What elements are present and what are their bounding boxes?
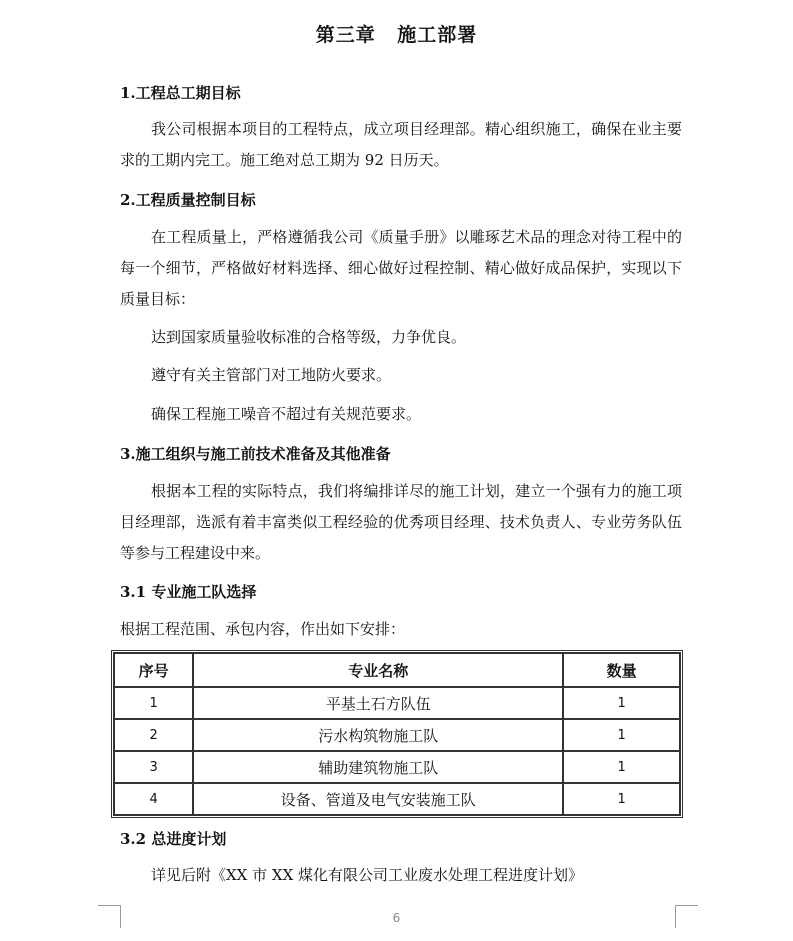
section-paragraph-3: 根据本工程的实际特点，我们将编排详尽的施工计划，建立一个强有力的施工项目经理部，选派有着丰富类似工程经验的优秀项目经理、技术负责人、专业劳务队伍等参与工程建设中来。 (120, 482, 682, 562)
cell-name: 设备、管道及电气安装施工队 (193, 783, 563, 815)
cell-index: 3 (114, 751, 193, 783)
column-header-index: 序号 (114, 653, 193, 687)
section-paragraph-1: 我公司根据本项目的工程特点，成立项目经理部。精心组织施工，确保在业主要求的工期内完工。施工绝对总工期为 92 日历天。 (120, 120, 682, 169)
cell-name: 污水构筑物施工队 (193, 719, 563, 751)
cell-quantity: 1 (563, 687, 680, 719)
cell-index: 2 (114, 719, 193, 751)
cell-index: 1 (114, 687, 193, 719)
chapter-title: 第三章 施工部署 (315, 24, 478, 46)
section-paragraph-3-2: 详见后附《XX 市 XX 煤化有限公司工业废水处理工程进度计划》 (151, 866, 584, 884)
section-heading-3-1: 3.1 专业施工队选择 (120, 583, 257, 601)
quality-goal-item: 达到国家质量验收标准的合格等级，力争优良。 (151, 328, 467, 346)
cell-index: 4 (114, 783, 193, 815)
team-table (111, 650, 683, 818)
cell-quantity: 1 (563, 783, 680, 815)
quality-goal-item: 确保工程施工噪音不超过有关规范要求。 (151, 405, 422, 423)
table-row (114, 687, 680, 719)
column-header-name: 专业名称 (193, 653, 563, 687)
cell-quantity: 1 (563, 719, 680, 751)
table-row (114, 751, 680, 783)
section-heading-2: 2.工程质量控制目标 (120, 191, 256, 209)
column-header-quantity: 数量 (563, 653, 680, 687)
table-header-row (114, 653, 680, 687)
section-heading-1: 1.工程总工期目标 (120, 84, 241, 102)
section-heading-3-2: 3.2 总进度计划 (120, 830, 227, 848)
cell-name: 辅助建筑物施工队 (193, 751, 563, 783)
section-heading-3: 3.施工组织与施工前技术准备及其他准备 (120, 445, 391, 463)
page-number: 6 (392, 911, 401, 925)
table-intro: 根据工程范围、承包内容，作出如下安排： (120, 620, 406, 638)
table-row (114, 783, 680, 815)
cell-name: 平基土石方队伍 (193, 687, 563, 719)
section-paragraph-2: 在工程质量上，严格遵循我公司《质量手册》以雕琢艺术品的理念对待工程中的每一个细节，严格做好材料选择、细心做好过程控制、精心做好成品保护，实现以下质量目标： (120, 228, 682, 308)
quality-goal-item: 遵守有关主管部门对工地防火要求。 (151, 366, 392, 384)
cell-quantity: 1 (563, 751, 680, 783)
table-row (114, 719, 680, 751)
